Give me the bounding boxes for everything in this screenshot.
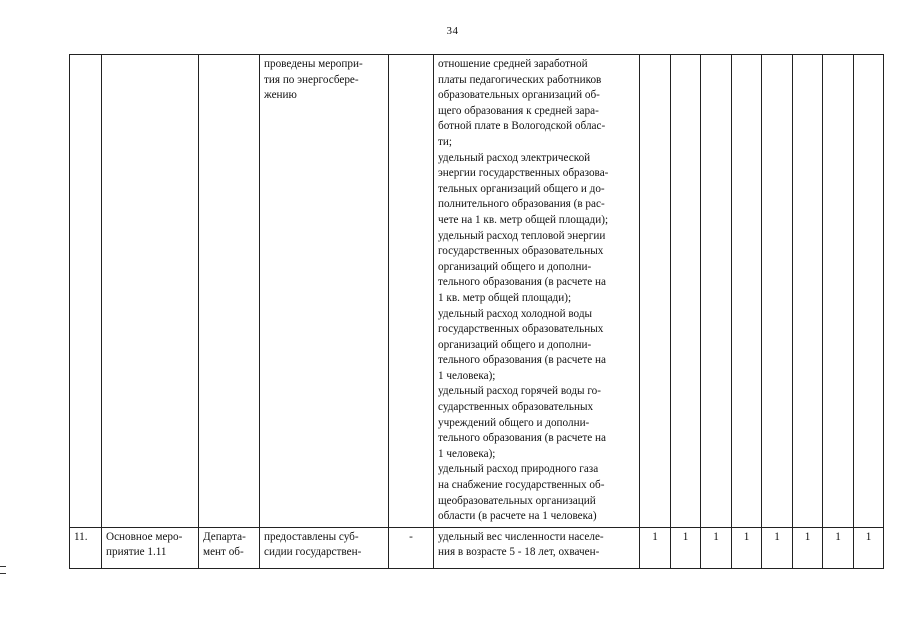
indicator-line: учреждений общего и дополни- — [438, 416, 590, 429]
indicator-line: ти; — [438, 135, 452, 148]
indicators-cell — [434, 55, 640, 528]
dash-cell — [389, 55, 434, 528]
value-cell — [671, 55, 701, 528]
indicator-line: отношение средней заработной — [438, 58, 588, 70]
indicator-line: образовательных организаций об- — [438, 89, 600, 102]
executor-line: Департа- — [203, 530, 246, 543]
table-row — [70, 55, 884, 528]
value-cell — [854, 55, 884, 528]
indicator-line: платы педагогических работников — [438, 73, 602, 86]
indicator-line: 1 человека); — [438, 369, 496, 382]
value-cell — [793, 55, 823, 528]
indicator-line: ботной плате в Вологодской облас- — [438, 120, 606, 133]
value-cell: 1 — [701, 527, 732, 568]
indicator-line: щего образования к средней зара- — [438, 104, 599, 117]
indicator-line: организаций общего и дополни- — [438, 338, 592, 351]
indicator-line: чете на 1 кв. метр общей площади); — [438, 213, 609, 226]
result-line: тия по энергосбере- — [264, 73, 359, 86]
event-line: Основное меро- — [106, 530, 183, 543]
value-cell: 1 — [823, 527, 854, 568]
page-number: 34 — [446, 25, 459, 37]
event-line: приятие 1.11 — [106, 546, 167, 559]
indicator-line: 1 кв. метр общей площади); — [438, 291, 572, 304]
indicator-line: удельный расход природного газа — [438, 463, 599, 476]
dash-cell: - — [389, 527, 434, 568]
indicator-line: тельного образования (в расчете на — [438, 276, 606, 289]
result-cell — [260, 527, 389, 568]
indicator-line: удельный вес численности населе- — [438, 530, 604, 543]
value-cell — [732, 55, 762, 528]
indicator-line: удельный расход холодной воды — [438, 307, 593, 320]
margin-mark — [0, 566, 6, 574]
indicator-line: 1 человека); — [438, 447, 496, 460]
value-cell — [701, 55, 732, 528]
indicator-line: удельный расход тепловой энергии — [438, 229, 606, 242]
event-cell — [102, 55, 199, 528]
indicators-cell — [434, 527, 640, 568]
indicator-line: сударственных образовательных — [438, 401, 594, 414]
value-cell: 1 — [762, 527, 793, 568]
indicator-line: энергии государственных образова- — [438, 167, 609, 180]
indicator-line: на снабжение государственных об- — [438, 479, 605, 492]
indicator-line: организаций общего и дополни- — [438, 260, 592, 273]
indicator-line: полнительного образования (в рас- — [438, 198, 605, 211]
indicator-line: тельного образования (в расчете на — [438, 354, 606, 367]
value-cell — [762, 55, 793, 528]
row-number-cell — [70, 55, 102, 528]
indicator-line: удельный расход электрической — [438, 151, 591, 164]
result-line: проведены меропри- — [264, 58, 363, 70]
indicator-line: щеобразовательных организаций — [438, 494, 596, 507]
executor-line: мент об- — [203, 546, 244, 559]
event-cell — [102, 527, 199, 568]
value-cell: 1 — [671, 527, 701, 568]
value-cell — [640, 55, 671, 528]
executor-cell — [199, 55, 260, 528]
value-cell: 1 — [732, 527, 762, 568]
value-cell: 1 — [854, 527, 884, 568]
program-table — [69, 54, 884, 569]
indicator-line: удельный расход горячей воды го- — [438, 385, 601, 398]
result-line: сидии государствен- — [264, 546, 362, 559]
indicator-line: государственных образовательных — [438, 245, 604, 258]
result-line: жению — [264, 89, 297, 102]
indicator-line: государственных образовательных — [438, 323, 604, 336]
row-number-cell: 11. — [70, 527, 102, 568]
indicator-line: тельных организаций общего и до- — [438, 182, 605, 195]
value-cell: 1 — [640, 527, 671, 568]
table-row — [70, 527, 884, 568]
result-cell — [260, 55, 389, 528]
executor-cell — [199, 527, 260, 568]
result-line: предоставлены суб- — [264, 530, 359, 543]
indicator-line: области (в расчете на 1 человека) — [438, 510, 597, 523]
indicator-line: тельного образования (в расчете на — [438, 432, 606, 445]
value-cell: 1 — [793, 527, 823, 568]
value-cell — [823, 55, 854, 528]
indicator-line: ния в возрасте 5 - 18 лет, охвачен- — [438, 546, 600, 559]
